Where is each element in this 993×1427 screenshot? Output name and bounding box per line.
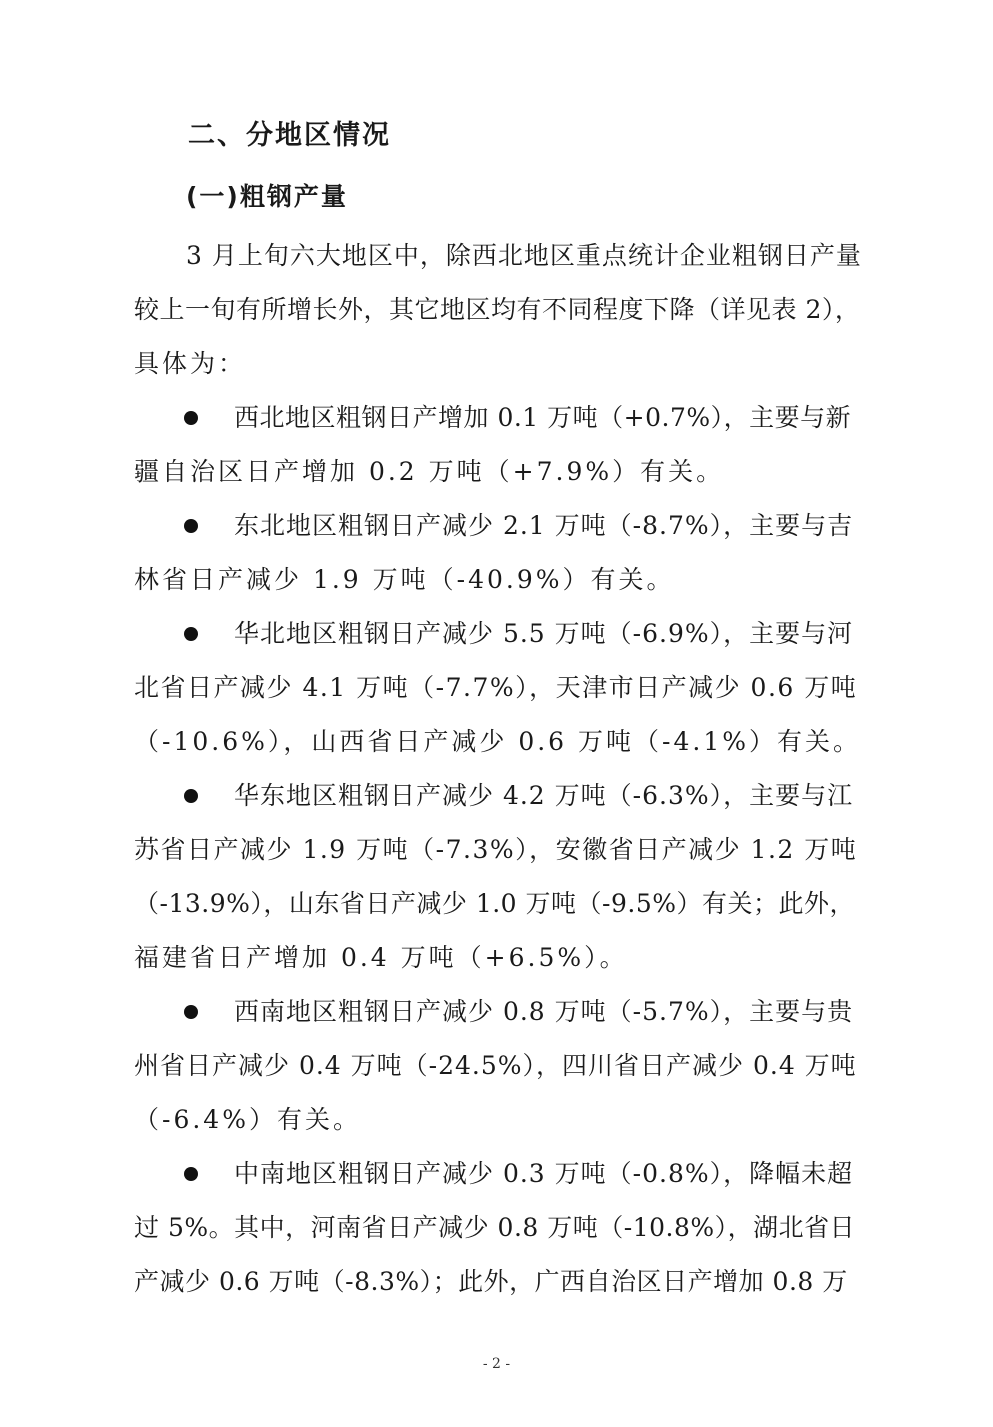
page-number: - 2 -	[482, 1356, 511, 1372]
list-item-line: （-13.9%），山东省日产减少 1.0 万吨（-9.5%）有关；此外，	[134, 889, 855, 918]
list-item-line: （-10.6%），山西省日产减少 0.6 万吨（-4.1%）有关。	[134, 727, 861, 756]
list-item-line: 西北地区粗钢日产增加 0.1 万吨（+0.7%），主要与新	[234, 403, 852, 432]
list-item-line: 华北地区粗钢日产减少 5.5 万吨（-6.9%），主要与河	[234, 619, 854, 648]
intro-line: 较上一旬有所增长外，其它地区均有不同程度下降（详见表 2），	[134, 295, 861, 324]
list-item-line: 州省日产减少 0.4 万吨（-24.5%），四川省日产减少 0.4 万吨	[134, 1051, 857, 1080]
intro-line: 3 月上旬六大地区中，除西北地区重点统计企业粗钢日产量	[186, 241, 862, 270]
intro-line: 具体为：	[134, 349, 247, 378]
list-item-line: 过 5%。其中，河南省日产减少 0.8 万吨（-10.8%），湖北省日	[134, 1213, 856, 1242]
subsection-heading: (一)粗钢产量	[186, 182, 348, 211]
bullet-icon	[184, 789, 198, 803]
list-item-line: 苏省日产减少 1.9 万吨（-7.3%），安徽省日产减少 1.2 万吨	[134, 835, 858, 864]
list-item-line: 产减少 0.6 万吨（-8.3%）；此外，广西自治区日产增加 0.8 万	[134, 1267, 848, 1296]
list-item-line: 福建省日产增加 0.4 万吨（+6.5%）。	[134, 943, 628, 972]
bullet-icon	[184, 519, 198, 533]
list-item-line: 中南地区粗钢日产减少 0.3 万吨（-0.8%），降幅未超	[234, 1159, 854, 1188]
section-heading: 二、分地区情况	[188, 120, 391, 151]
list-item-line: 林省日产减少 1.9 万吨（-40.9%）有关。	[134, 565, 675, 594]
list-item-line: （-6.4%）有关。	[134, 1105, 361, 1134]
list-item-line: 北省日产减少 4.1 万吨（-7.7%），天津市日产减少 0.6 万吨	[134, 673, 858, 702]
bullet-icon	[184, 411, 198, 425]
list-item-line: 西南地区粗钢日产减少 0.8 万吨（-5.7%），主要与贵	[234, 997, 854, 1026]
bullet-icon	[184, 1167, 198, 1181]
list-item-line: 东北地区粗钢日产减少 2.1 万吨（-8.7%），主要与吉	[234, 511, 854, 540]
bullet-icon	[184, 627, 198, 641]
bullet-icon	[184, 1005, 198, 1019]
list-item-line: 华东地区粗钢日产减少 4.2 万吨（-6.3%），主要与江	[234, 781, 854, 810]
list-item-line: 疆自治区日产增加 0.2 万吨（+7.9%）有关。	[134, 457, 725, 486]
